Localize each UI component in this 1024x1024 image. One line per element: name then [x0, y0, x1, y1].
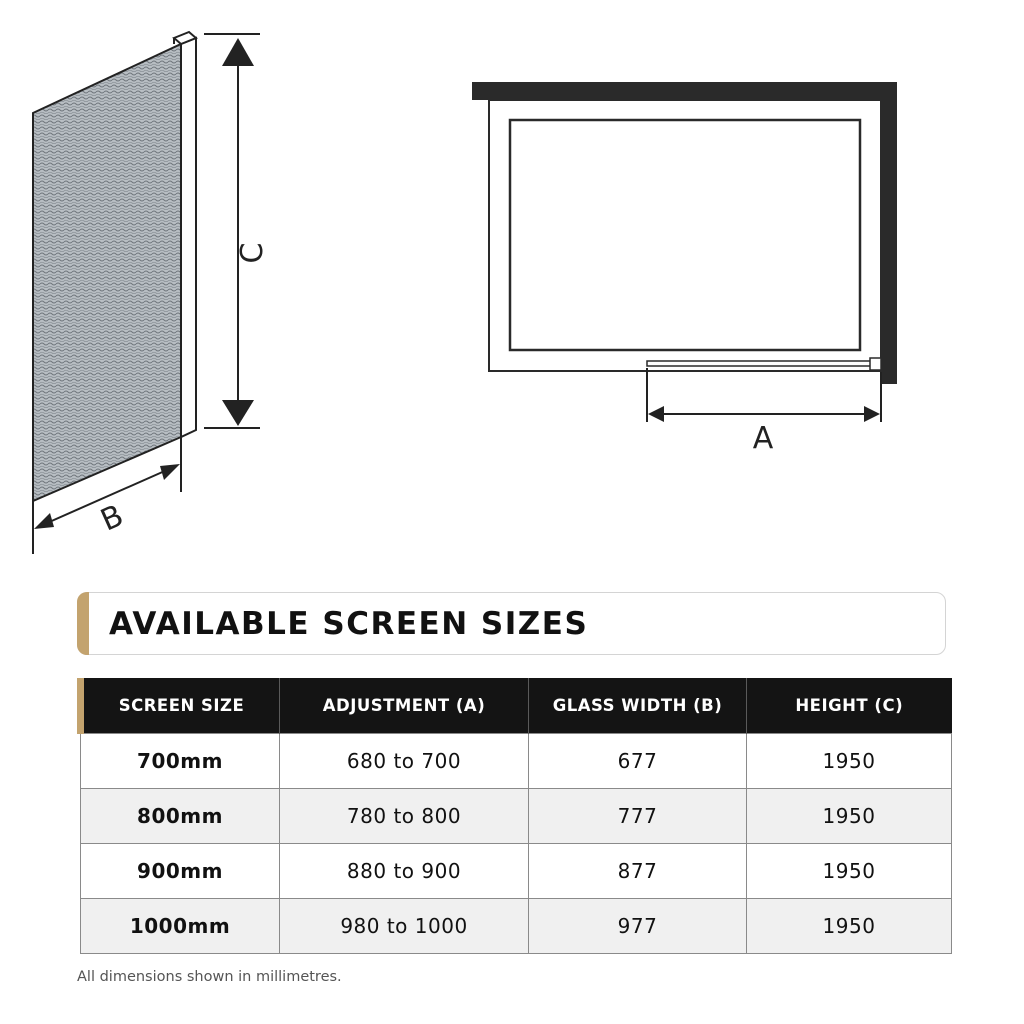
header-accent-bar	[77, 592, 89, 655]
table-row	[81, 789, 952, 844]
cell-adjustment: 980 to 1000	[280, 899, 529, 954]
dimension-a	[647, 368, 881, 456]
tray-inner	[510, 120, 860, 350]
cell-size: 1000mm	[81, 899, 280, 954]
cell-adjustment: 880 to 900	[280, 844, 529, 899]
cell-size: 800mm	[81, 789, 280, 844]
arrow-left-icon	[34, 513, 54, 529]
wall-top	[472, 82, 897, 100]
cell-width: 777	[529, 789, 747, 844]
arrow-up-icon	[222, 38, 254, 66]
label-c: C	[235, 242, 270, 264]
table-header-row	[81, 678, 952, 734]
wall-profile	[181, 38, 196, 437]
arrow-right-icon	[160, 464, 180, 480]
plan-view	[472, 82, 897, 384]
size-table	[77, 678, 952, 954]
arrow-left-icon	[648, 406, 664, 422]
glass-panel-side-view	[33, 32, 196, 501]
glass-panel	[33, 44, 181, 501]
cell-height: 1950	[747, 789, 952, 844]
table-row	[81, 899, 952, 954]
cell-width: 677	[529, 734, 747, 789]
cell-width: 977	[529, 899, 747, 954]
label-b: B	[95, 498, 129, 539]
column-header-height: HEIGHT (C)	[747, 678, 952, 734]
glass-panel-plan	[647, 361, 881, 366]
cell-size: 900mm	[81, 844, 280, 899]
cell-size: 700mm	[81, 734, 280, 789]
arrow-right-icon	[864, 406, 880, 422]
cell-height: 1950	[747, 899, 952, 954]
cell-adjustment: 680 to 700	[280, 734, 529, 789]
wall-right	[881, 82, 897, 384]
dimension-c	[204, 34, 270, 428]
footnote: All dimensions shown in millimetres.	[77, 969, 342, 985]
arrow-down-icon	[222, 400, 254, 426]
page-title: AVAILABLE SCREEN SIZES	[109, 606, 589, 642]
cell-height: 1950	[747, 844, 952, 899]
cell-height: 1950	[747, 734, 952, 789]
cell-adjustment: 780 to 800	[280, 789, 529, 844]
column-header-glass-width: GLASS WIDTH (B)	[529, 678, 747, 734]
table-row	[81, 844, 952, 899]
section-header	[77, 592, 946, 655]
column-header-screen-size: SCREEN SIZE	[81, 678, 280, 734]
column-header-adjustment: ADJUSTMENT (A)	[280, 678, 529, 734]
table-row	[81, 734, 952, 789]
cell-width: 877	[529, 844, 747, 899]
label-a: A	[752, 421, 774, 456]
